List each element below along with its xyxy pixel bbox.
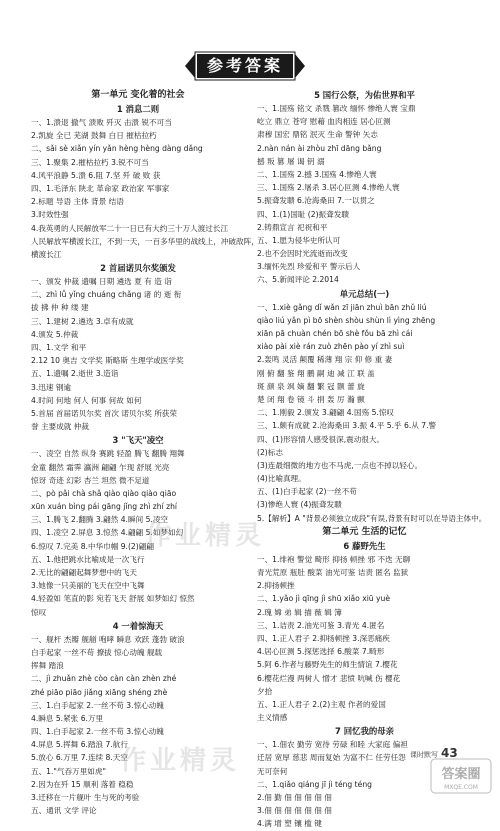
answer-line: (3)连最细微的地方也不马虎,一点也不掉以轻心。 [257,460,423,470]
page-title: 参考答案 [197,54,293,78]
answer-line: 4.瞬息 5.紧张 6.万里 [31,713,104,723]
answer-line: 四、1.(1)国耻 (2)振聋发聩 [257,209,349,219]
answer-line: xiào pài xiè rán zuò zhēn pào yí zhì suì [257,342,405,352]
answer-line: 撼 叛 篡 屠 谒 钥 溺 [257,156,325,166]
answer-line: 三、1.建树 2.遴选 3.卓有成就 [31,316,134,326]
answer-line: 誉 主要成就 仲裁 [31,422,89,432]
answer-line: 3.她像一只美丽的飞天在空中飞舞 [31,581,145,591]
answer-line: 五、(1)白手起家 (2)一丝不苟 [257,487,357,497]
answer-line: 一、1.xiè gǎng dǐ wǎn zī jiān zhuì bān zhǔ liú [257,302,427,312]
answer-line: 肃穆 国宏 鼎铭 泯灭 生命 警钟 矢志 [257,130,378,140]
answer-line: 一、颁发 仲裁 遗嘱 日期 遴选 夏 有 造 诣 [31,277,172,287]
answer-line: 四、(1)形容情人感受很深,震动很大。 [257,434,385,444]
answer-line: 三、1.聚集 2.摧枯拉朽 3.锐不可当 [31,157,149,167]
answer-line: 四、1.凌空 2.屏息 3.惊然 4.翩翩 5.如梦如幻 [31,528,184,538]
answer-line: xūn xuán bìng pái gāng jǐng zhì zhí zhí [31,502,178,512]
answer-line: 4.风平浪静 5.溃 6.阻 7.坚 歼 破 败 获 [31,170,161,180]
answer-line: (2)标志 [257,447,283,457]
answer-line: 二、1.yǎo jì qīng jì shū xiǎo xiū yuè [257,594,391,604]
section-heading: 1 消息二则 [116,104,160,114]
watermark-bottom: 作业精灵 [120,746,241,776]
answer-line: xiān pā chuàn chén bō shè fǒu bā zhì cái [257,329,413,338]
answer-line: 二、sǎi sè xiǎn yín yǎn hèng hèng dàng dǎng [31,144,203,154]
answer-line: 斑 颜 泉 飒 嫡 翻 繁 冠 颢 蕾 旋 [257,381,365,391]
site-logo [430,758,492,794]
answer-line: 3.缅怀先烈 珍爱和平 警示后人 [257,262,361,272]
answer-line: 四、1.正人君子 2.抑扬顿挫 3.深恶痛疾 [257,633,390,643]
answer-line: 二、1.刚毅 2.颁发 3.翩翩 4.国殇 5.惊叹 [257,408,395,418]
answer-line: 五、通讯 文学 评论 [31,806,97,816]
answer-line: 2.佃 勤 佃 佃 佃 佃 佃 [257,793,332,802]
answer-line: 5.阿 6.作者与藤野先生的师生情谊 7.樱花 [257,660,398,670]
answer-line: 2.12 10 奥吉 文学奖 斯略斯 生理学或医学奖 [31,356,184,366]
section-heading: 7 回忆我的母亲 [335,726,394,737]
unit-heading: 第二单元 生活的记忆 [322,526,407,537]
answer-line: 白手起家 一丝不苟 撩拔 惊心动魄 舰载 [31,647,163,657]
answer-line: 三、1.腾飞 2.翻腾 3.翩然 4.瞬间 5.凌空 [31,515,169,525]
answer-line: 挥舞 踏浪 [31,661,64,671]
answer-line: 五、1.遗嘱 2.逝世 3.造诣 [31,369,119,379]
answer-line: zhé piāo piāo jiǎng xiāng shéng zhè [31,687,168,697]
answer-line: 4.满 增 塑 镶 槛 键 [257,819,322,829]
right-column [257,88,487,831]
logo-subtext: MXQE.COM [444,784,478,791]
answer-line: 一、1.溃退 撤气 溃败 歼灭 击溃 锐不可当 [31,118,172,127]
left-column [31,88,259,817]
answer-line: 五、1.他把跳水比喻成是一次飞行 [31,554,145,564]
answer-line: 2.nàn nán ài zhòu zhī dāng bǎng [257,143,382,153]
answer-line: 6.樱花烂漫 两树人 憎才 悲愤 吭喊 伤 樱花 [257,673,401,683]
watermark-mid: 作业精灵 [145,521,266,551]
section-heading: 6 藤野先生 [343,540,386,551]
answer-line: 3.迁移在一片舰叶 生与死的考验 [31,793,140,802]
answer-line: 二、1.qiǎo qiáng jī jì téng téng [257,779,372,789]
answer-line: 4.时间 何地 何人 何事 何故 如何 [31,395,142,405]
answer-line: 金童 翻然 霜霁 瀛洲 翩翩 乍现 舒展 光亮 [31,462,170,472]
answer-line: 一、凌空 自然 纵身 赛跳 轻盈 腾飞 翻腾 翔舞 [31,449,185,459]
answer-line: 屹立 鼎立 苍穹 慰藉 血肉相连 居心叵测 [257,117,391,127]
answer-line: 二、pò pǎi chà shǎ qiào qiào qiào qiāo [31,488,177,498]
answer-line: 拔 拂 仲 种 缕 建 [31,303,89,313]
answer-line: 一、1.国殇 铭文 杀戮 篡改 缅怀 惨绝人寰 宝鼎 [257,104,416,113]
answer-line: 2.无比的翩翩起舞梦想中的飞天 [31,568,137,577]
answer-line: 四、1.文学 和平 [31,343,87,352]
answer-line: 夕拾 [257,686,273,696]
answer-line: 6.惊叹 7.完美 8.中华巾帼 9.(2)翩翩 [31,541,154,551]
answer-line: 5.首届 首届诺贝尔奖 首次 诺贝尔奖 所获荣 [31,408,177,418]
answer-line: 楚 闭 翔 卷 镜 斗 捐 轰 厉 瀚 颤 [257,394,365,404]
logo-mark [430,758,492,794]
answer-line: 2.铸鼎宣言 祀祝和平 [257,222,328,232]
answer-line: 三、1.颇有成就 2.沧海桑田 3.振 4.平 5.乎 6.从 7.警 [257,421,437,431]
footer-label: 课时默写 [410,751,438,759]
page-number: 43 [441,746,458,760]
answer-line: 2.标题 导语 主体 背景 结语 [31,197,124,207]
answer-line: 惊讶 奇迹 幻彩 杏兰 坦然 微不足道 [31,475,150,485]
answer-line: 青光荒原 瓶肚 酸菜 油光可鉴 诘责 匿名 监狱 [257,568,409,577]
answer-line: 刚 俯 翻 鉴 翔 鹏 嗣 迪 减 江 联 盖 [257,368,375,378]
answer-line: 六、5.新闻评论 2.2014 [257,275,339,285]
answer-line: 4.轻盈如 笔直的影 宛若飞天 舒展 如梦如幻 惊然 [31,594,195,604]
answer-line: 四、1.白手起家 2.一丝不苟 3.惊心动魄 [31,727,164,737]
answer-line: 迁居 宽厚 慈悲 周而复始 为富不仁 任劳任怨 [257,753,406,763]
section-heading: 3 "飞天"凌空 [112,435,164,446]
answer-line: 5.【解析】A "背景必须独立成段"有误,背景有时可以在导语主体中。 [257,513,487,523]
answer-line: 3.迅速 钢逾 [31,382,72,392]
answer-line: 2.凯旋 全已 芜湖 鼓舞 白日 摧枯拉朽 [31,131,157,141]
section-heading: 2 首届诺贝尔奖颁发 [100,263,176,274]
answer-line: 2.因为在歼 15 顺利 落着 稳稳 [31,779,134,789]
answer-line: 一、1.绯袍 警觉 畸形 抑扬 顿挫 邪 不迭 无聊 [257,554,411,564]
answer-line: 一、舰杆 杰瓣 舰艏 咆哮 瞬息 欢跃 蓬勃 破浪 [31,634,185,644]
answer-line: 2.抑扬顿挫 [257,581,295,591]
answer-line: 无可奈何 [257,766,288,776]
answer-line: (4)比喻真理。 [257,474,306,484]
answer-line: 横渡长江 [31,249,62,259]
answer-line: (3)惨绝人寰 (4)振聋发聩 [257,500,342,510]
answer-line: 五、1.正人君子 2.(2)主观 作者的爱国 [257,699,386,709]
answer-line: 4.颁发 5.仲裁 [31,329,79,339]
answer-line: 二、zhì lǚ yǐng chuáng chǎng 诸 的 逝 衔 [31,290,182,300]
answer-line: 2.瑰 嫦 弟 辑 描 薇 辑 簿 [257,607,342,617]
answer-line: 4.屏息 5.挥舞 6.踏浪 7.航行 [31,740,128,750]
answer-line: 2.轰鸣 灵活 颠覆 稀薄 翔 宗 仰 修 重 妻 [257,355,393,365]
answer-line: 惊叹 [31,607,47,617]
answer-line: 3.佃 佃 佃 佃 佃 佃 佃 [257,806,332,816]
logo-text: 答案圈 [441,767,481,782]
answer-line: 一、1.佃农 勤劳 宽待 劳碌 和睦 大家庭 偏袒 [257,740,408,750]
answer-line: 主义情感 [257,713,288,723]
answer-line: 人民解放军横渡长江，不到一天，一百多华里的战线上，冲破敌阵， [31,236,259,246]
section-heading: 单元总结(一) [339,288,390,299]
answer-line: 4.我英勇的人民解放军二十一日已有大约三十万人渡过长江 [31,223,229,233]
answer-line: 五、1.愿为侵华史所认可 [257,235,341,245]
section-heading: 5 国行公祭，为佑世界和平 [314,90,415,100]
answer-line: 二、jì zhuǎn zhè còo càn càn zhèn zhé [31,674,177,684]
answer-line: 四、1.毛泽东 陕北 革命家 政治家 军事家 [31,183,170,193]
answer-line: 五、1."气吞万里如虎" [31,766,106,776]
answer-line: qiào liú yǎn pì bō shèn shòu shùn lì yìng zhēng [257,315,436,325]
answer-line: 三、1.国殇 2.屠杀 3.居心叵测 4.惨绝人寰 [257,183,400,193]
section-banner [185,50,305,82]
answer-line: 二、1.国殇 2.撼 3.国殇 4.惨绝人寰 [257,169,377,179]
answer-line: 5.振聋发聩 6.沧海桑田 7.一以贯之 [257,196,375,206]
answer-line: 3.时效性强 [31,210,69,220]
section-heading: 4 一着惊海天 [112,620,164,631]
answer-line: 三、1.白手起家 2.一丝不苟 3.惊心动魄 [31,700,164,710]
answer-line: 5.放心 6.万里 7.连续 8.天空 [31,753,128,763]
unit-heading: 第一单元 变化着的社会 [91,90,185,100]
answer-line: 4.居心叵测 5.探惩选择 6.酸菜 7.畸形 [257,647,385,657]
answer-line: 三、1.诘责 2.油光可鉴 3.青光 4.匿名 [257,620,385,630]
answer-line: 2.也不会因时光流逝而改变 [257,249,348,259]
